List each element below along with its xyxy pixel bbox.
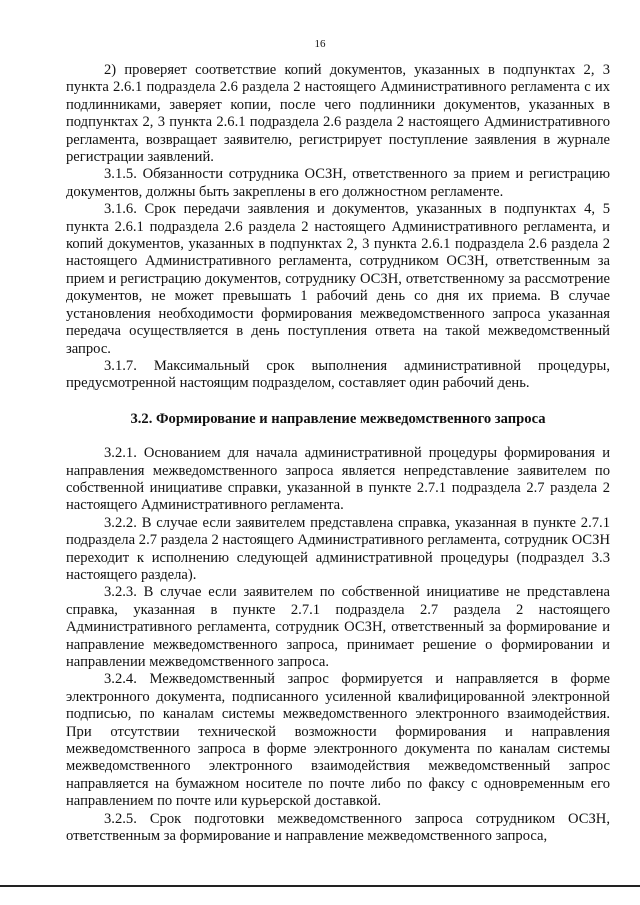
- paragraph-3-2-3: 3.2.3. В случае если заявителем по собственной инициативе не представлена справка, указанная в пункте 2.7.1 подраздела 2.7 раздела 2 настоящего Административного регламента, сотрудник ОСЗН, ответственный за формирование и направление межведомственного запроса, принимает решение о формировании и направлении межведомственного запроса.: [66, 584, 610, 670]
- page-number: 16: [314, 38, 326, 50]
- paragraph-3-1-5: 3.1.5. Обязанности сотрудника ОСЗН, ответственного за прием и регистрацию документов, должны быть закреплены в его должностном регламенте.: [66, 166, 610, 200]
- paragraph-3-1-6: 3.1.6. Срок передачи заявления и документов, указанных в подпунктах 4, 5 пункта 2.6.1 подраздела 2.6 раздела 2 настоящего Административного регламента, и копий документов, указанных в подпунктах 2, 3 пункта 2.6.1 подраздела 2.6 раздела 2 настоящего Административного регламента, сотрудником ОСЗН, ответственным за прием и регистрацию документов, сотруднику ОСЗН, ответственному за рассмотрение документов, не может превышать 1 рабочий день со дня их приема. В случае установления необходимости формирования межведомственного запроса указанная передача осуществляется в день поступления ответа на такой межведомственный запрос.: [66, 201, 610, 357]
- bottom-divider: [0, 885, 640, 887]
- paragraph-3-1-7: 3.1.7. Максимальный срок выполнения административной процедуры, предусмотренной настоящим подразделом, составляет один рабочий день.: [66, 357, 610, 392]
- paragraph-3-2-5: 3.2.5. Срок подготовки межведомственного запроса сотрудником ОСЗН, ответственным за формирование и направление межведомственного запроса,: [66, 810, 610, 845]
- paragraph-3-2-2: 3.2.2. В случае если заявителем представлена справка, указанная в пункте 2.7.1 подраздела 2.7 раздела 2 настоящего Административного регламента, сотрудник ОСЗН переходит к исполнению следующей административной процедуры (подраздел 3.3 настоящего раздела).: [66, 514, 610, 583]
- paragraph-3-2-1: 3.2.1. Основанием для начала административной процедуры формирования и направления межведомственного запроса является непредставление заявителем по собственной инициативе справки, указанной в пункте 2.7.1 подраздела 2.7 раздела 2 настоящего Административного регламента.: [66, 445, 610, 514]
- section-heading-3-2: 3.2. Формирование и направление межведомственного запроса: [130, 410, 546, 427]
- document-body: [66, 62, 610, 845]
- paragraph-3-2-4: 3.2.4. Межведомственный запрос формируется и направляется в форме электронного документа, подписанного усиленной квалифицированной электронной подписью, по каналам системы межведомственного электронного взаимодействия. При отсутствии технической возможности формирования и направления межведомственного запроса в форме электронного документа по каналам системы межведомственного электронного взаимодействия межведомственный запрос направляется на бумажном носителе по почте либо по факсу с одновременным его направлением по почте или курьерской доставкой.: [66, 671, 610, 810]
- paragraph-check-copies: 2) проверяет соответствие копий документов, указанных в подпунктах 2, 3 пункта 2.6.1 подраздела 2.6 раздела 2 настоящего Административного регламента с их подлинниками, заверяет копии, после чего подлинники документов, указанных в подпунктах 2, 3 пункта 2.6.1 подраздела 2.6 раздела 2 настоящего Административного регламента, возвращает заявителю, регистрирует поступление заявления в журнале регистрации заявлений.: [66, 62, 610, 166]
